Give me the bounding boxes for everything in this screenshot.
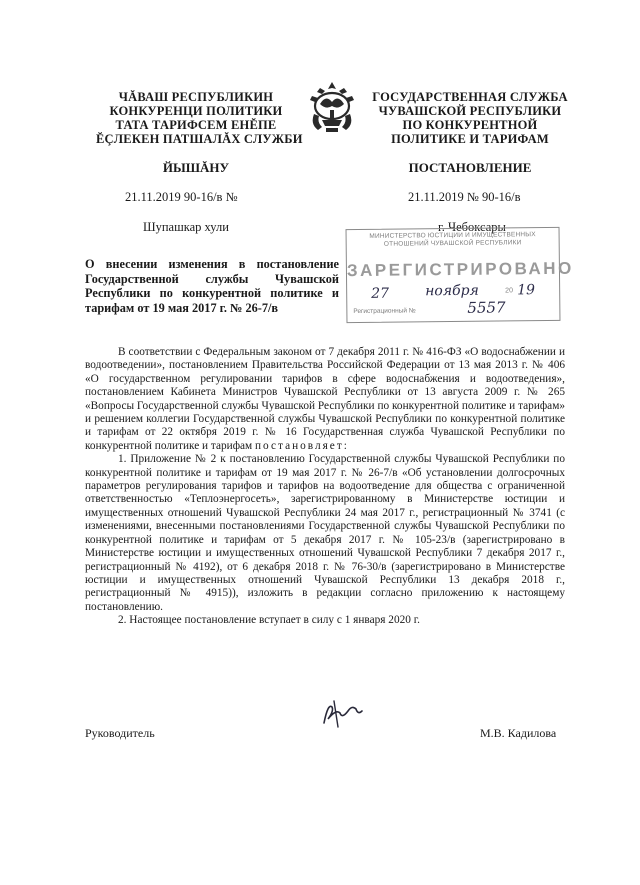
header-right-line: ЧУВАШСКОЙ РЕСПУБЛИКИ: [378, 104, 562, 118]
doc-type-left: ЙЫШĂНУ: [162, 160, 230, 175]
date-number-right: 21.11.2019 № 90-16/в: [408, 190, 521, 204]
header-left-line: КОНКУРЕНЦИ ПОЛИТИКИ: [109, 104, 283, 118]
signatory-name: М.В. Кадилова: [480, 726, 557, 740]
stamp-reg-label: Регистрационный №: [353, 307, 416, 316]
header-left-line: ТАТА ТАРИФСЕМ ЕНĔПЕ: [115, 118, 277, 132]
header-left-line: ĔÇЛЕКЕН ПАТШАЛĂХ СЛУЖБИ: [96, 132, 303, 146]
city-left: Шупашкар хули: [143, 220, 229, 234]
decree-word: постановляет:: [255, 439, 349, 452]
chuvash-emblem-icon: [306, 80, 358, 134]
stamp-reg-number: 5557: [467, 298, 506, 317]
header-right-line: ПОЛИТИКЕ И ТАРИФАМ: [391, 132, 549, 146]
body-preamble: [85, 346, 565, 453]
registration-stamp: [346, 227, 574, 323]
header-right-line: ГОСУДАРСТВЕННАЯ СЛУЖБА: [372, 90, 568, 104]
header-right-line: ПО КОНКУРЕНТНОЙ: [402, 118, 538, 132]
header-left-line: ЧĂВАШ РЕСПУБЛИКИН: [118, 90, 274, 104]
header-left: [96, 90, 303, 146]
signatory-position: Руководитель: [85, 726, 155, 740]
header-right: [360, 90, 580, 146]
stamp-registered: ЗАРЕГИСТРИРОВАНО: [346, 258, 574, 281]
city-right: г. Чебоксары: [438, 220, 506, 234]
preamble-text: В соответствии с Федеральным законом от 7 декабря 2011 г. № 416-ФЗ «О водоснабжении и водоотведении», постановлением Правительства Российской Федерации от 13 мая 2013 г. № 406 «О государственном регулировании тарифов в сфере водоснабжения и водоотведения», постановлением Кабинета Министров Чувашской Республики от 13 августа 2009 г. № 265 «Вопросы Государственной службы Чувашской Республики по конкурентной политике и тарифам» и решением коллегии Государственной службы Чувашской Республики по конкурентной политике и тарифам от 22 октября 2019 г. № 16 Государственная служба Чувашской Республики по конкурентной политике и тарифам: [85, 346, 565, 452]
body-item-2: 2. Настоящее постановление вступает в силу с 1 января 2020 г.: [118, 614, 420, 627]
date-number-left: 21.11.2019 90-16/в №: [125, 190, 238, 204]
stamp-day: 27: [371, 285, 390, 302]
body-item-1: 1. Приложение № 2 к постановлению Государственной службы Чувашской Республики по конкурентной политике и тарифам от 19 мая 2017 г. № 26-7/в «Об установлении долгосрочных параметров регулирования тарифов и тарифов на водоотведение для общества с ограниченной ответственностью «Теплоэнергосеть», зарегистрированному в Министерстве юстиции и имущественных отношений Чувашской Республики 24 мая 2017 г., регистрационный № 3741 (с изменениями, внесенными постановлениями Государственной службы Чувашской Республики по конкурентной политике и тарифам от 5 декабря 2017 г. № 105-23/в (зарегистрировано в Министерстве юстиции и имущественных отношений Чувашской Республики 7 декабря 2017 г., регистрационный № 4192), от 6 декабря 2018 г. № 76-30/в (зарегистрировано в Министерстве юстиции и имущественных отношений Чувашской Республики 13 декабря 2018 г., регистрационный № 4915)), изложить в редакции согласно приложению к настоящему постановлению.: [85, 453, 565, 613]
stamp-year: 19: [517, 282, 536, 299]
stamp-month: ноября: [425, 282, 479, 300]
stamp-ministry: МИНИСТЕРСТВО ЮСТИЦИИ И ИМУЩЕСТВЕННЫХ ОТНОШЕНИЙ ЧУВАШСКОЙ РЕСПУБЛИКИ: [369, 231, 536, 248]
stamp-year-prefix: 20: [505, 287, 514, 295]
document-title: О внесении изменения в постановление Государственной службы Чувашской Республики по конкурентной политике и тарифам от 19 мая 2017 г. № 26-7/в: [85, 257, 339, 315]
stamp-date-row: [355, 284, 555, 304]
handwritten-signature-icon: [318, 697, 364, 731]
doc-type-right: ПОСТАНОВЛЕНИЕ: [408, 160, 532, 175]
document-body: [85, 346, 565, 628]
